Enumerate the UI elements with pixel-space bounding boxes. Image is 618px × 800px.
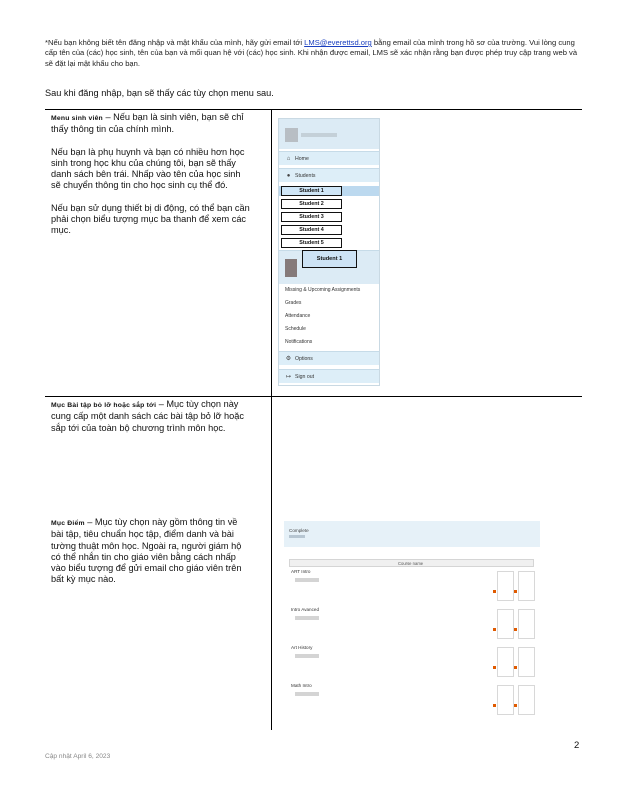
email-icon[interactable] [493, 628, 496, 631]
course-row[interactable] [289, 645, 534, 683]
grades-title: Complete [289, 528, 309, 533]
grades-column-bar [289, 559, 534, 567]
email-icon[interactable] [493, 590, 496, 593]
grade-box[interactable] [518, 685, 535, 715]
grades-subtitle-blurred [289, 535, 305, 538]
link-attendance[interactable]: Attendance [285, 313, 311, 319]
missing-upcoming-text: – Mục tùy chọn này cung cấp một danh sách các bài tập bỏ lỡ hoặc sắp tới của toàn bộ chương trình môn học. [51, 399, 244, 433]
table-row-divider [45, 396, 582, 397]
table-top-border [45, 109, 582, 110]
grade-box[interactable] [497, 571, 514, 601]
user-header [279, 119, 379, 149]
sign-out-icon: ↦ [285, 374, 292, 380]
grade-box[interactable] [518, 609, 535, 639]
grade-boxes [497, 609, 537, 641]
grade-boxes [497, 571, 537, 603]
course-name: Art History [291, 645, 313, 650]
student-item-2[interactable]: Student 2 [281, 199, 342, 209]
course-row[interactable] [289, 607, 534, 645]
grade-box[interactable] [518, 647, 535, 677]
sidebar-item-label: Sign out [295, 373, 315, 380]
users-icon: ● [286, 172, 291, 179]
grade-box[interactable] [497, 647, 514, 677]
note-text-1: *Nếu bạn không biết tên đăng nhập và mật khẩu của mình, hãy gửi email tới [45, 38, 305, 47]
link-schedule[interactable]: Schedule [285, 326, 306, 332]
email-icon[interactable] [493, 704, 496, 707]
grade-box[interactable] [518, 571, 535, 601]
sidebar-item-home[interactable] [279, 151, 379, 165]
login-help-note [45, 38, 580, 69]
grade-box[interactable] [497, 685, 514, 715]
student-avatar [285, 259, 297, 277]
missing-upcoming-heading: Mục Bài tập bỏ lỡ hoặc sắp tới [51, 402, 157, 409]
sidebar-item-label: Options [295, 355, 313, 362]
link-notifications[interactable]: Notifications [285, 339, 313, 345]
sidebar-item-students[interactable] [279, 168, 379, 182]
teacher-name-blurred [295, 692, 319, 696]
avatar [285, 128, 298, 142]
link-missing-upcoming[interactable]: Missing & Upcoming Assignments [285, 287, 361, 293]
mobile-description: Nếu bạn sử dụng thiết bị di động, có thể bạn cần phải chọn biểu tượng mục ba thanh để xem các mục. [51, 202, 250, 236]
sidebar-item-label: Home [295, 155, 309, 162]
email-icon[interactable] [493, 666, 496, 669]
table-column-divider [271, 110, 272, 730]
course-row[interactable] [289, 683, 534, 721]
missing-upcoming-description [51, 399, 251, 445]
student-item-1[interactable]: Student 1 [281, 186, 342, 196]
course-name: Math Intro [291, 683, 312, 688]
gear-icon: ⚙ [285, 356, 292, 362]
course-name: ART Intro [291, 569, 311, 574]
home-icon: ⌂ [286, 155, 291, 162]
note-text-2: bằng email của mình trong hồ sơ của trường. Vui lòng cung cấp tên của (các) học sinh, tên của bạn và mối quan hệ với (các) học sinh. Khi nhận được email, LMS sẽ xác nhận rằng bạn được phép truy cập trang web và sẽ đặt lại mật khẩu cho bạn. [45, 38, 578, 68]
user-name-blurred [301, 133, 337, 137]
grades-column-label: Course name [398, 561, 424, 566]
parent-description: Nếu bạn là phụ huynh và bạn có nhiều hơn học sinh trong học khu của chúng tôi, bạn sẽ thấy danh sách bên trái. Nhấp vào tên của học sinh sẽ chuyển thông tin cho học sinh cụ thể đó. [51, 146, 245, 191]
current-student-button[interactable]: Student 1 [302, 250, 357, 268]
course-name: Intro Avanced [291, 607, 320, 612]
student-item-4[interactable]: Student 4 [281, 225, 342, 235]
grade-boxes [497, 685, 537, 717]
grades-screenshot [284, 521, 540, 717]
student-item-5[interactable]: Student 5 [281, 238, 342, 248]
student-item-3[interactable]: Student 3 [281, 212, 342, 222]
student-menu-screenshot [278, 118, 380, 386]
grades-header [284, 521, 540, 547]
grades-heading: Mục Điểm [51, 520, 85, 527]
student-menu-description [51, 112, 251, 248]
link-grades[interactable]: Grades [285, 300, 302, 306]
student-menu-heading: Menu sinh viên [51, 115, 103, 122]
course-row[interactable] [289, 569, 534, 607]
grades-text: – Mục tùy chọn này gồm thông tin về bài tập, tiêu chuẩn học tập, điểm danh và bài tường thuật môn học. Ngoài ra, người giám hộ có thể nhắn tin cho giáo viên bằng cách nhấp vào biểu tượng để gửi email cho giáo viên trên bất kỳ mục nào. [51, 517, 242, 585]
sidebar-item-sign-out[interactable] [279, 369, 379, 383]
sidebar-item-options[interactable] [279, 351, 379, 365]
student-menu-text: – Nếu bạn là sinh viên, bạn sẽ chỉ thấy thông tin của chính mình. [51, 112, 244, 135]
sidebar-item-label: Students [295, 172, 316, 179]
teacher-name-blurred [295, 578, 319, 582]
page-number: 2 [574, 740, 580, 751]
menu-options-lead: Sau khi đăng nhập, bạn sẽ thấy các tùy chọn menu sau. [45, 88, 274, 98]
grade-box[interactable] [497, 609, 514, 639]
teacher-name-blurred [295, 654, 319, 658]
teacher-name-blurred [295, 616, 319, 620]
grade-boxes [497, 647, 537, 679]
grades-description [51, 517, 251, 597]
lms-email-link[interactable]: LMS@everettsd.org [304, 38, 372, 47]
footer-updated-date: Cập nhật April 6, 2023 [45, 753, 111, 760]
